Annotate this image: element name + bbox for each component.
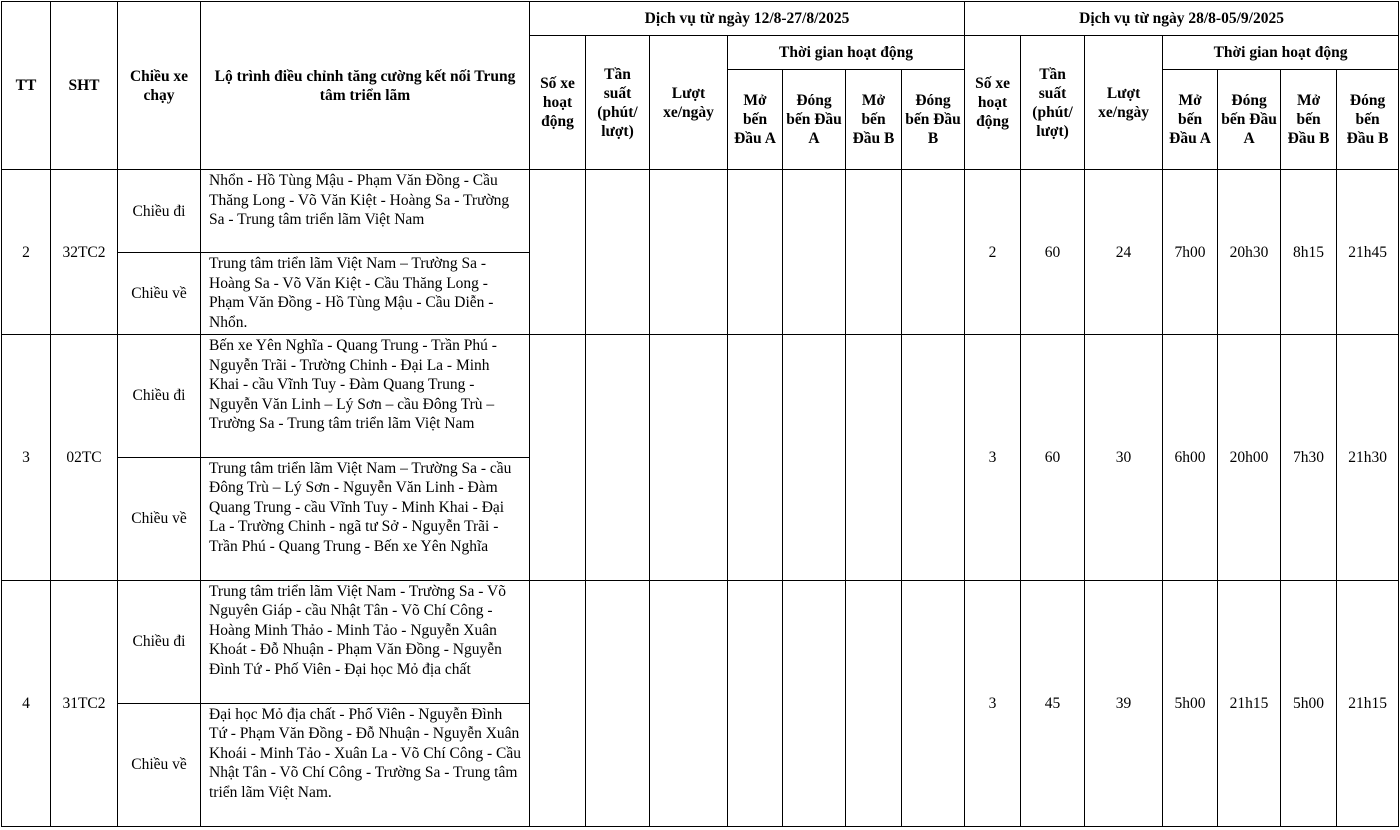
cell-p1-close-b: [902, 580, 965, 826]
cell-route-outbound: Nhổn - Hồ Tùng Mậu - Phạm Văn Đồng - Cầu Thăng Long - Võ Văn Kiệt - Hoàng Sa - Trường Sa - Trung tâm triển lãm Việt Nam: [201, 170, 530, 253]
cell-p2-open-a: 6h00: [1163, 335, 1218, 581]
cell-p2-num-buses: 3: [965, 580, 1021, 826]
cell-p2-num-buses: 2: [965, 170, 1021, 335]
cell-p2-open-a: 7h00: [1163, 170, 1218, 335]
cell-p1-num-buses: [530, 580, 586, 826]
header-p2-operating-time: Thời gian hoạt động: [1163, 36, 1399, 70]
header-p2-open-b: Mở bến Đầu B: [1281, 70, 1337, 170]
cell-p2-close-a: 20h30: [1218, 170, 1281, 335]
cell-p2-open-b: 8h15: [1281, 170, 1337, 335]
header-p2-open-a: Mở bến Đầu A: [1163, 70, 1218, 170]
cell-p1-num-buses: [530, 335, 586, 581]
cell-p1-num-buses: [530, 170, 586, 335]
cell-p2-close-b: 21h45: [1337, 170, 1399, 335]
cell-p2-close-a: 21h15: [1218, 580, 1281, 826]
cell-p1-open-a: [728, 335, 783, 581]
cell-p1-close-b: [902, 170, 965, 335]
cell-p1-trips: [650, 580, 728, 826]
header-p1-open-b: Mở bến Đầu B: [846, 70, 902, 170]
cell-p1-open-b: [846, 335, 902, 581]
cell-p2-frequency: 45: [1021, 580, 1085, 826]
header-p1-num-buses: Số xe hoạt động: [530, 36, 586, 170]
cell-route-outbound: Bến xe Yên Nghĩa - Quang Trung - Trần Phú - Nguyễn Trãi - Trường Chinh - Đại La - Minh Khai - cầu Vĩnh Tuy - Đàm Quang Trung - Nguyễn Văn Linh – Lý Sơn – cầu Đông Trù – Trường Sa - Trung tâm triển lãm Việt Nam: [201, 335, 530, 458]
header-tt: TT: [2, 2, 51, 170]
cell-p2-trips: 30: [1085, 335, 1163, 581]
cell-tt: 4: [2, 580, 51, 826]
cell-p2-trips: 24: [1085, 170, 1163, 335]
cell-p2-close-a: 20h00: [1218, 335, 1281, 581]
cell-p2-close-b: 21h15: [1337, 580, 1399, 826]
cell-p1-open-a: [728, 580, 783, 826]
header-route: Lộ trình điều chỉnh tăng cường kết nối Trung tâm triển lãm: [201, 2, 530, 170]
header-period-2: Dịch vụ từ ngày 28/8-05/9/2025: [965, 2, 1399, 36]
cell-tt: 2: [2, 170, 51, 335]
cell-p1-trips: [650, 170, 728, 335]
cell-p1-close-a: [783, 170, 846, 335]
cell-route-return: Trung tâm triển lãm Việt Nam – Trường Sa - cầu Đông Trù – Lý Sơn - Nguyễn Văn Linh - Đàm Quang Trung - cầu Vĩnh Tuy - Minh Khai - Đại La - Trường Chinh - ngã tư Sở - Nguyễn Trãi - Trần Phú - Quang Trung - Bến xe Yên Nghĩa: [201, 457, 530, 580]
cell-p1-trips: [650, 335, 728, 581]
cell-direction-return: Chiều về: [118, 253, 201, 335]
cell-p1-close-b: [902, 335, 965, 581]
header-p2-frequency: Tần suất (phút/ lượt): [1021, 36, 1085, 170]
cell-p1-close-a: [783, 335, 846, 581]
table-row: [2, 335, 1399, 458]
cell-direction-outbound: Chiều đi: [118, 335, 201, 458]
cell-p1-frequency: [586, 335, 650, 581]
header-p2-trips: Lượt xe/ngày: [1085, 36, 1163, 170]
cell-sht: 32TC2: [51, 170, 118, 335]
cell-tt: 3: [2, 335, 51, 581]
header-p1-trips: Lượt xe/ngày: [650, 36, 728, 170]
header-p1-close-a: Đóng bến Đầu A: [783, 70, 846, 170]
cell-p2-frequency: 60: [1021, 335, 1085, 581]
header-p1-frequency: Tần suất (phút/ lượt): [586, 36, 650, 170]
cell-p2-open-b: 7h30: [1281, 335, 1337, 581]
cell-sht: 02TC: [51, 335, 118, 581]
header-p1-operating-time: Thời gian hoạt động: [728, 36, 965, 70]
cell-direction-return: Chiều về: [118, 457, 201, 580]
cell-p1-frequency: [586, 170, 650, 335]
cell-direction-outbound: Chiều đi: [118, 170, 201, 253]
cell-p1-open-b: [846, 580, 902, 826]
cell-sht: 31TC2: [51, 580, 118, 826]
cell-p1-frequency: [586, 580, 650, 826]
header-p1-close-b: Đóng bến Đầu B: [902, 70, 965, 170]
cell-route-return: Trung tâm triển lãm Việt Nam – Trường Sa - Hoàng Sa - Võ Văn Kiệt - Cầu Thăng Long - Phạm Văn Đồng - Hồ Tùng Mậu - Cầu Diễn - Nhổn.: [201, 253, 530, 335]
cell-p2-num-buses: 3: [965, 335, 1021, 581]
header-period-1: Dịch vụ từ ngày 12/8-27/8/2025: [530, 2, 965, 36]
header-p1-open-a: Mở bến Đầu A: [728, 70, 783, 170]
cell-p1-open-b: [846, 170, 902, 335]
header-p2-num-buses: Số xe hoạt động: [965, 36, 1021, 170]
cell-p2-trips: 39: [1085, 580, 1163, 826]
header-p2-close-b: Đóng bến Đầu B: [1337, 70, 1399, 170]
header-direction: Chiều xe chạy: [118, 2, 201, 170]
table-row: [2, 580, 1399, 703]
schedule-table: [1, 1, 1399, 827]
cell-p2-close-b: 21h30: [1337, 335, 1399, 581]
cell-route-return: Đại học Mỏ địa chất - Phố Viên - Nguyễn Đình Tứ - Phạm Văn Đồng - Đỗ Nhuận - Nguyễn Xuân Khoái - Minh Tảo - Xuân La - Võ Chí Công - Cầu Nhật Tân - Võ Chí Công - Trường Sa - Trung tâm triển lãm Việt Nam.: [201, 703, 530, 826]
header-sht: SHT: [51, 2, 118, 170]
header-p2-close-a: Đóng bến Đầu A: [1218, 70, 1281, 170]
cell-p2-open-a: 5h00: [1163, 580, 1218, 826]
cell-direction-outbound: Chiều đi: [118, 580, 201, 703]
cell-direction-return: Chiều về: [118, 703, 201, 826]
cell-p2-open-b: 5h00: [1281, 580, 1337, 826]
table-row: [2, 170, 1399, 253]
cell-p1-close-a: [783, 580, 846, 826]
cell-p2-frequency: 60: [1021, 170, 1085, 335]
cell-route-outbound: Trung tâm triển lãm Việt Nam - Trường Sa - Võ Nguyên Giáp - cầu Nhật Tân - Võ Chí Công - Hoàng Minh Thảo - Minh Tảo - Nguyễn Xuân Khoát - Đỗ Nhuận - Phạm Văn Đồng - Nguyễn Đình Tứ - Phố Viên - Đại học Mỏ địa chất: [201, 580, 530, 703]
cell-p1-open-a: [728, 170, 783, 335]
